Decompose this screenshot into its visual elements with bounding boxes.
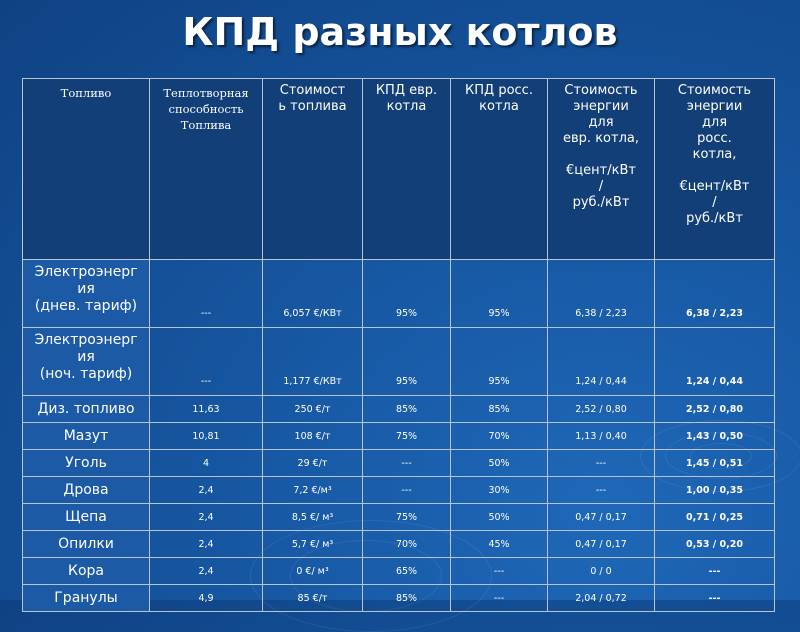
cell-calorific-value: --- <box>150 260 263 328</box>
column-header-eu-efficiency: КПД евр. котла <box>363 79 451 260</box>
column-header-ru-energy-cost: Стоимость энергии для росс. котла, €цент/кВт / руб./кВт <box>655 79 775 260</box>
cell-ru-efficiency: 95% <box>451 260 548 328</box>
cell-eu-efficiency: 95% <box>363 260 451 328</box>
cell-calorific-value: 11,63 <box>150 396 263 423</box>
cell-fuel-name: Диз. топливо <box>23 396 150 423</box>
cell-eu-energy-cost: --- <box>548 450 655 477</box>
cell-fuel-name: Дрова <box>23 477 150 504</box>
cell-ru-efficiency: 45% <box>451 531 548 558</box>
cell-ru-energy-cost: --- <box>655 558 775 585</box>
cell-eu-energy-cost: 2,52 / 0,80 <box>548 396 655 423</box>
table-row <box>23 504 775 531</box>
cell-eu-energy-cost: 1,24 / 0,44 <box>548 328 655 396</box>
cell-ru-energy-cost: 1,43 / 0,50 <box>655 423 775 450</box>
cell-calorific-value: 4,9 <box>150 585 263 612</box>
cell-fuel-name: Опилки <box>23 531 150 558</box>
cell-eu-efficiency: 85% <box>363 585 451 612</box>
cell-ru-efficiency: 70% <box>451 423 548 450</box>
cell-ru-energy-cost: 6,38 / 2,23 <box>655 260 775 328</box>
cell-calorific-value: 4 <box>150 450 263 477</box>
cell-fuel-cost: 5,7 €/ м³ <box>263 531 363 558</box>
cell-fuel-name: Уголь <box>23 450 150 477</box>
cell-fuel-cost: 6,057 €/КВт <box>263 260 363 328</box>
table-row <box>23 558 775 585</box>
cell-fuel-cost: 7,2 €/м³ <box>263 477 363 504</box>
cell-eu-efficiency: 75% <box>363 423 451 450</box>
cell-ru-efficiency: 85% <box>451 396 548 423</box>
cell-ru-efficiency: --- <box>451 585 548 612</box>
cell-eu-energy-cost: 0,47 / 0,17 <box>548 531 655 558</box>
table-row <box>23 328 775 396</box>
cell-ru-energy-cost: 0,71 / 0,25 <box>655 504 775 531</box>
cell-fuel-cost: 250 €/т <box>263 396 363 423</box>
cell-fuel-name: Электроэнерг ия (днев. тариф) <box>23 260 150 328</box>
cell-fuel-cost: 8,5 €/ м³ <box>263 504 363 531</box>
column-header-eu-energy-cost: Стоимость энергии для евр. котла, €цент/кВт / руб./кВт <box>548 79 655 260</box>
cell-calorific-value: 2,4 <box>150 477 263 504</box>
cell-ru-efficiency: 50% <box>451 504 548 531</box>
cell-eu-efficiency: 65% <box>363 558 451 585</box>
cell-eu-efficiency: --- <box>363 477 451 504</box>
table-row <box>23 585 775 612</box>
column-header-fuel: Топливо <box>23 79 150 260</box>
cell-fuel-name: Гранулы <box>23 585 150 612</box>
cell-ru-efficiency: 95% <box>451 328 548 396</box>
cell-eu-energy-cost: 6,38 / 2,23 <box>548 260 655 328</box>
cell-ru-energy-cost: 1,45 / 0,51 <box>655 450 775 477</box>
cell-ru-energy-cost: 1,24 / 0,44 <box>655 328 775 396</box>
cell-eu-energy-cost: --- <box>548 477 655 504</box>
cell-ru-efficiency: 50% <box>451 450 548 477</box>
cell-eu-energy-cost: 0,47 / 0,17 <box>548 504 655 531</box>
cell-ru-energy-cost: --- <box>655 585 775 612</box>
table-row <box>23 477 775 504</box>
cell-fuel-cost: 85 €/т <box>263 585 363 612</box>
column-header-fuel-cost: Стоимост ь топлива <box>263 79 363 260</box>
table-row <box>23 260 775 328</box>
cell-ru-energy-cost: 1,00 / 0,35 <box>655 477 775 504</box>
table-row <box>23 423 775 450</box>
table-row <box>23 396 775 423</box>
cell-eu-efficiency: 95% <box>363 328 451 396</box>
cell-fuel-name: Щепа <box>23 504 150 531</box>
cell-fuel-name: Мазут <box>23 423 150 450</box>
cell-ru-efficiency: 30% <box>451 477 548 504</box>
table-header-row <box>23 79 775 260</box>
cell-calorific-value: 2,4 <box>150 504 263 531</box>
cell-fuel-name: Электроэнерг ия (ноч. тариф) <box>23 328 150 396</box>
cell-calorific-value: 10,81 <box>150 423 263 450</box>
cell-calorific-value: 2,4 <box>150 531 263 558</box>
cell-calorific-value: --- <box>150 328 263 396</box>
cell-ru-efficiency: --- <box>451 558 548 585</box>
cell-fuel-cost: 108 €/т <box>263 423 363 450</box>
table-row <box>23 531 775 558</box>
cell-fuel-cost: 0 €/ м³ <box>263 558 363 585</box>
cell-eu-efficiency: 85% <box>363 396 451 423</box>
boiler-efficiency-table <box>22 78 775 612</box>
cell-eu-efficiency: 70% <box>363 531 451 558</box>
cell-fuel-cost: 29 €/т <box>263 450 363 477</box>
cell-eu-energy-cost: 2,04 / 0,72 <box>548 585 655 612</box>
cell-fuel-cost: 1,177 €/КВт <box>263 328 363 396</box>
cell-fuel-name: Кора <box>23 558 150 585</box>
cell-eu-energy-cost: 1,13 / 0,40 <box>548 423 655 450</box>
table-row <box>23 450 775 477</box>
cell-ru-energy-cost: 0,53 / 0,20 <box>655 531 775 558</box>
cell-ru-energy-cost: 2,52 / 0,80 <box>655 396 775 423</box>
cell-eu-efficiency: --- <box>363 450 451 477</box>
cell-eu-energy-cost: 0 / 0 <box>548 558 655 585</box>
slide-title: КПД разных котлов <box>182 10 618 54</box>
table-body <box>23 260 775 612</box>
column-header-ru-efficiency: КПД росс. котла <box>451 79 548 260</box>
column-header-calorific: Теплотворная способность Топлива <box>150 79 263 260</box>
cell-calorific-value: 2,4 <box>150 558 263 585</box>
cell-eu-efficiency: 75% <box>363 504 451 531</box>
